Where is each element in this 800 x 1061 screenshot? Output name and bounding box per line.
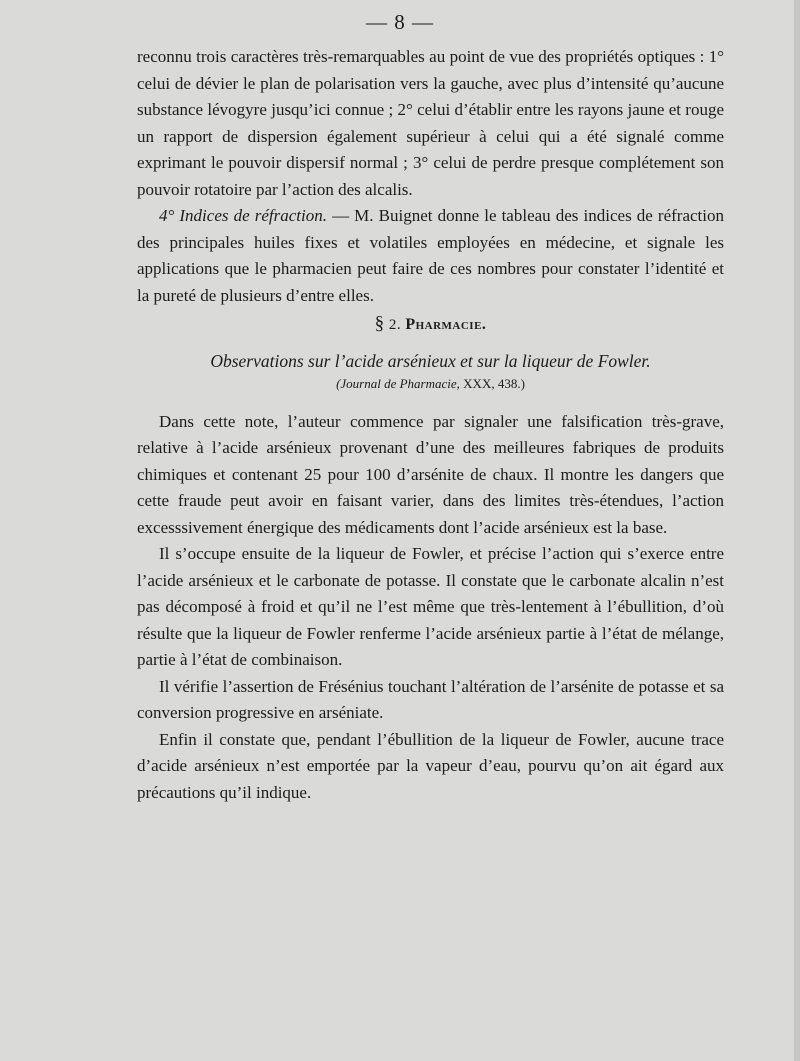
section-heading	[137, 311, 724, 339]
article-source-journal: (Journal de Pharmacie,	[336, 375, 460, 391]
refraction-indices-label: 4° Indices de réfraction.	[159, 206, 327, 225]
body-text	[137, 44, 724, 806]
paragraph-optical-properties: reconnu trois caractères très-remarquables au point de vue des propriétés optiques : 1° celui de dévier le plan de polarisation vers la gauche, avec plus d’intensité qu’aucune substance lévogyre jusqu’ici connue ; 2° celui d’établir entre les rayons jaune et rouge un rapport de dispersion également supérieur à celui qui a été signalé comme exprimant le pouvoir dispersif normal ; 3° celui de perdre presque complétement son pouvoir rotatoire par l’action des alcalis.	[137, 47, 724, 199]
article-title: Observations sur l’acide arsénieux et sur la liqueur de Fowler.	[210, 350, 651, 371]
paragraph-fowler-liquor: Il s’occupe ensuite de la liqueur de Fowler, et précise l’action qui s’exerce entre l’acide arsénieux et le carbonate de potasse. Il constate que le carbonate alcalin n’est pas décomposé à froid et qu’il ne l’est même que très-lentement à l’ébullition, d’où résulte que la liqueur de Fowler renferme l’acide arsénieux partie à l’état de mélange, partie à l’état de combinaison.	[137, 544, 724, 669]
page-number: — 8 —	[366, 10, 434, 34]
section-title: Pharmacie.	[405, 316, 487, 333]
refraction-indices-text: — M. Buignet donne le tableau des indices de réfraction des principales huiles fixes et volatiles employées en médecine, et signale les applications que le pharmacien peut faire de ces nombres pour constater l’identité et la pureté de plusieurs d’entre elles.	[137, 206, 724, 305]
paragraph-refraction-indices	[137, 203, 724, 309]
article-source-ref: XXX, 438.)	[459, 375, 525, 391]
section-symbol: §	[374, 313, 385, 334]
paragraph-falsification: Dans cette note, l’auteur commence par signaler une falsification très-grave, relative à l’acide arsénieux provenant d’une des meilleures fabriques de produits chimiques et contenant 25 pour 100 d’arsénite de chaux. Il montre les dangers que cette fraude peut avoir en faisant varier, dans des limites très-étendues, l’action excesssivement énergique des médicaments dont l’acide arsénieux est la base.	[137, 411, 724, 537]
paragraph-ebullition: Enfin il constate que, pendant l’ébullition de la liqueur de Fowler, aucune trace d’acide arsénieux n’est emportée par la vapeur d’eau, pourvu qu’on ait égard aux précautions qu’il indique.	[137, 729, 724, 802]
article-source	[137, 373, 724, 395]
paragraph-fresenius: Il vérifie l’assertion de Frésénius touchant l’altération de l’arsénite de potasse et sa conversion progressive en arséniate.	[137, 676, 724, 722]
section-number: 2.	[388, 317, 402, 333]
